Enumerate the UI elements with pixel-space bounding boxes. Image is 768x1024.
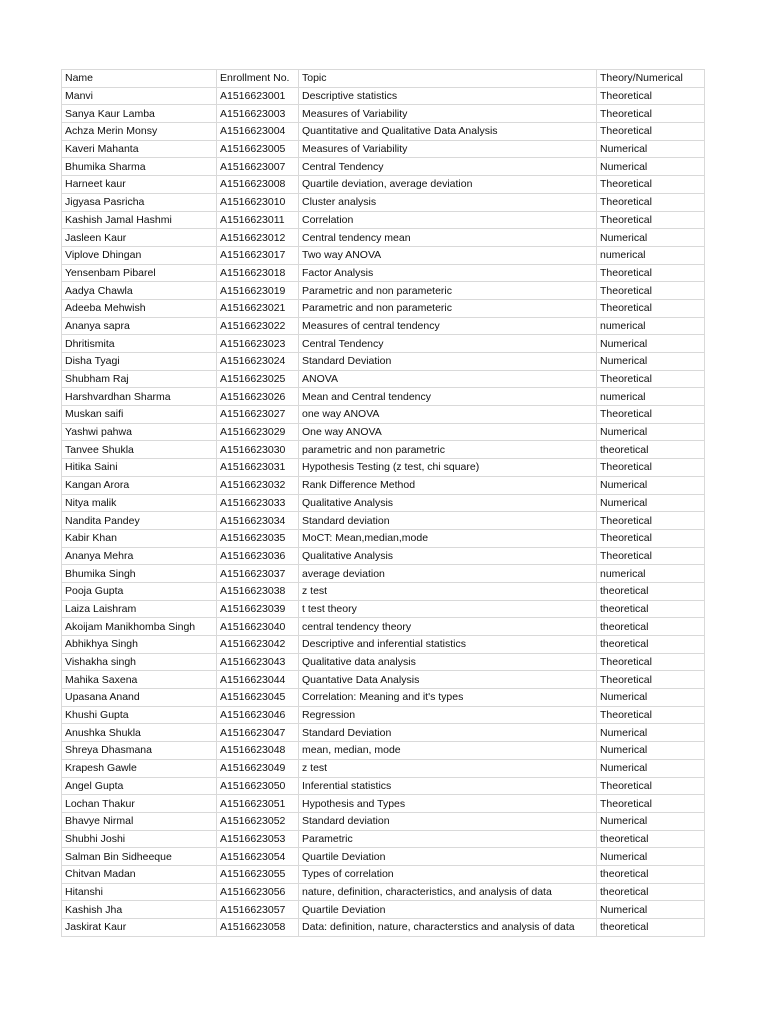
cell-name: Shubhi Joshi: [62, 830, 217, 848]
cell-name: Ananya sapra: [62, 317, 217, 335]
table-row: [62, 795, 705, 813]
cell-type: numerical: [597, 388, 705, 406]
cell-type: theoretical: [597, 582, 705, 600]
cell-type: Theoretical: [597, 264, 705, 282]
cell-enrollment: A1516623007: [217, 158, 299, 176]
cell-enrollment: A1516623027: [217, 406, 299, 424]
header-type: Theory/Numerical: [597, 70, 705, 88]
cell-topic: parametric and non parametric: [299, 441, 597, 459]
cell-enrollment: A1516623012: [217, 229, 299, 247]
cell-type: Theoretical: [597, 406, 705, 424]
cell-enrollment: A1516623030: [217, 441, 299, 459]
cell-enrollment: A1516623034: [217, 512, 299, 530]
table-row: [62, 388, 705, 406]
cell-type: Theoretical: [597, 370, 705, 388]
cell-enrollment: A1516623056: [217, 883, 299, 901]
cell-type: numerical: [597, 565, 705, 583]
cell-name: Aadya Chawla: [62, 282, 217, 300]
cell-topic: Hypothesis and Types: [299, 795, 597, 813]
table-row: [62, 706, 705, 724]
cell-type: Theoretical: [597, 282, 705, 300]
table-row: [62, 901, 705, 919]
table-row: [62, 671, 705, 689]
cell-enrollment: A1516623029: [217, 423, 299, 441]
cell-name: Yensenbam Pibarel: [62, 264, 217, 282]
cell-enrollment: A1516623045: [217, 689, 299, 707]
cell-enrollment: A1516623052: [217, 812, 299, 830]
cell-type: Numerical: [597, 759, 705, 777]
cell-type: theoretical: [597, 600, 705, 618]
cell-type: Numerical: [597, 848, 705, 866]
cell-type: Numerical: [597, 742, 705, 760]
cell-topic: Regression: [299, 706, 597, 724]
cell-enrollment: A1516623055: [217, 865, 299, 883]
cell-topic: One way ANOVA: [299, 423, 597, 441]
cell-name: Upasana Anand: [62, 689, 217, 707]
cell-topic: z test: [299, 759, 597, 777]
cell-name: Kashish Jamal Hashmi: [62, 211, 217, 229]
cell-topic: Qualitative Analysis: [299, 547, 597, 565]
table-row: [62, 512, 705, 530]
table-row: [62, 582, 705, 600]
cell-name: Laiza Laishram: [62, 600, 217, 618]
cell-enrollment: A1516623051: [217, 795, 299, 813]
cell-name: Muskan saifi: [62, 406, 217, 424]
cell-topic: Correlation: Meaning and it's types: [299, 689, 597, 707]
cell-enrollment: A1516623019: [217, 282, 299, 300]
cell-name: Viplove Dhingan: [62, 246, 217, 264]
table-row: [62, 105, 705, 123]
cell-enrollment: A1516623022: [217, 317, 299, 335]
cell-type: Theoretical: [597, 193, 705, 211]
cell-type: Theoretical: [597, 176, 705, 194]
table-row: [62, 353, 705, 371]
cell-topic: Mean and Central tendency: [299, 388, 597, 406]
cell-topic: Cluster analysis: [299, 193, 597, 211]
cell-name: Angel Gupta: [62, 777, 217, 795]
cell-topic: Correlation: [299, 211, 597, 229]
cell-name: Disha Tyagi: [62, 353, 217, 371]
table-row: [62, 883, 705, 901]
cell-enrollment: A1516623033: [217, 494, 299, 512]
cell-type: Numerical: [597, 689, 705, 707]
cell-type: Theoretical: [597, 777, 705, 795]
cell-name: Kaveri Mahanta: [62, 140, 217, 158]
cell-type: theoretical: [597, 865, 705, 883]
table-row: [62, 865, 705, 883]
cell-topic: Two way ANOVA: [299, 246, 597, 264]
cell-topic: Parametric and non parameteric: [299, 282, 597, 300]
cell-name: Ananya Mehra: [62, 547, 217, 565]
cell-enrollment: A1516623031: [217, 459, 299, 477]
cell-topic: Measures of central tendency: [299, 317, 597, 335]
cell-enrollment: A1516623010: [217, 193, 299, 211]
table-row: [62, 299, 705, 317]
cell-topic: Quantative Data Analysis: [299, 671, 597, 689]
cell-name: Hitanshi: [62, 883, 217, 901]
table-row: [62, 565, 705, 583]
cell-type: Numerical: [597, 335, 705, 353]
table-row: [62, 176, 705, 194]
table-row: [62, 529, 705, 547]
cell-type: Theoretical: [597, 123, 705, 141]
cell-enrollment: A1516623044: [217, 671, 299, 689]
cell-enrollment: A1516623025: [217, 370, 299, 388]
table-row: [62, 742, 705, 760]
header-enrollment: Enrollment No.: [217, 70, 299, 88]
table-row: [62, 335, 705, 353]
cell-enrollment: A1516623026: [217, 388, 299, 406]
table-row: [62, 494, 705, 512]
cell-type: theoretical: [597, 919, 705, 937]
cell-topic: Quartile deviation, average deviation: [299, 176, 597, 194]
table-row: [62, 812, 705, 830]
table-row: [62, 370, 705, 388]
cell-name: Jigyasa Pasricha: [62, 193, 217, 211]
cell-topic: Factor Analysis: [299, 264, 597, 282]
cell-topic: nature, definition, characteristics, and analysis of data: [299, 883, 597, 901]
cell-topic: Measures of Variability: [299, 105, 597, 123]
cell-enrollment: A1516623003: [217, 105, 299, 123]
cell-name: Kangan Arora: [62, 476, 217, 494]
cell-enrollment: A1516623058: [217, 919, 299, 937]
cell-topic: Standard deviation: [299, 812, 597, 830]
cell-type: Numerical: [597, 140, 705, 158]
cell-enrollment: A1516623004: [217, 123, 299, 141]
cell-type: Numerical: [597, 901, 705, 919]
cell-name: Chitvan Madan: [62, 865, 217, 883]
table-row: [62, 211, 705, 229]
cell-name: Achza Merin Monsy: [62, 123, 217, 141]
header-name: Name: [62, 70, 217, 88]
cell-enrollment: A1516623035: [217, 529, 299, 547]
cell-type: Theoretical: [597, 653, 705, 671]
cell-topic: Rank Difference Method: [299, 476, 597, 494]
cell-type: theoretical: [597, 441, 705, 459]
cell-type: Numerical: [597, 812, 705, 830]
cell-topic: Standard Deviation: [299, 353, 597, 371]
table-row: [62, 830, 705, 848]
cell-name: Salman Bin Sidheeque: [62, 848, 217, 866]
table-row: [62, 759, 705, 777]
cell-topic: Parametric: [299, 830, 597, 848]
cell-topic: Types of correlation: [299, 865, 597, 883]
cell-topic: Qualitative Analysis: [299, 494, 597, 512]
cell-name: Mahika Saxena: [62, 671, 217, 689]
cell-topic: Qualitative data analysis: [299, 653, 597, 671]
table-row: [62, 919, 705, 937]
cell-name: Dhritismita: [62, 335, 217, 353]
cell-name: Bhumika Sharma: [62, 158, 217, 176]
table-row: [62, 123, 705, 141]
cell-topic: Descriptive and inferential statistics: [299, 636, 597, 654]
cell-name: Pooja Gupta: [62, 582, 217, 600]
cell-topic: Inferential statistics: [299, 777, 597, 795]
cell-name: Shreya Dhasmana: [62, 742, 217, 760]
data-table: [61, 69, 705, 937]
cell-enrollment: A1516623021: [217, 299, 299, 317]
cell-topic: central tendency theory: [299, 618, 597, 636]
cell-topic: Measures of Variability: [299, 140, 597, 158]
cell-type: theoretical: [597, 618, 705, 636]
cell-type: theoretical: [597, 636, 705, 654]
cell-type: theoretical: [597, 830, 705, 848]
cell-name: Vishakha singh: [62, 653, 217, 671]
cell-topic: Central Tendency: [299, 335, 597, 353]
cell-enrollment: A1516623018: [217, 264, 299, 282]
table-row: [62, 229, 705, 247]
cell-type: Theoretical: [597, 299, 705, 317]
cell-topic: Standard deviation: [299, 512, 597, 530]
cell-name: Manvi: [62, 87, 217, 105]
cell-topic: MoCT: Mean,median,mode: [299, 529, 597, 547]
table-row: [62, 848, 705, 866]
cell-enrollment: A1516623042: [217, 636, 299, 654]
cell-enrollment: A1516623049: [217, 759, 299, 777]
cell-name: Nitya malik: [62, 494, 217, 512]
cell-topic: Central Tendency: [299, 158, 597, 176]
cell-topic: t test theory: [299, 600, 597, 618]
cell-name: Abhikhya Singh: [62, 636, 217, 654]
cell-type: Numerical: [597, 229, 705, 247]
cell-enrollment: A1516623005: [217, 140, 299, 158]
cell-name: Lochan Thakur: [62, 795, 217, 813]
table-row: [62, 724, 705, 742]
cell-enrollment: A1516623032: [217, 476, 299, 494]
cell-enrollment: A1516623057: [217, 901, 299, 919]
table-row: [62, 423, 705, 441]
table-row: [62, 264, 705, 282]
cell-type: Numerical: [597, 476, 705, 494]
table-row: [62, 317, 705, 335]
cell-topic: Central tendency mean: [299, 229, 597, 247]
cell-enrollment: A1516623011: [217, 211, 299, 229]
cell-topic: ANOVA: [299, 370, 597, 388]
cell-name: Yashwi pahwa: [62, 423, 217, 441]
cell-topic: z test: [299, 582, 597, 600]
cell-topic: one way ANOVA: [299, 406, 597, 424]
cell-type: theoretical: [597, 883, 705, 901]
cell-topic: average deviation: [299, 565, 597, 583]
cell-name: Harneet kaur: [62, 176, 217, 194]
cell-type: Numerical: [597, 353, 705, 371]
cell-name: Krapesh Gawle: [62, 759, 217, 777]
table-row: [62, 158, 705, 176]
cell-topic: Descriptive statistics: [299, 87, 597, 105]
cell-enrollment: A1516623040: [217, 618, 299, 636]
cell-name: Kabir Khan: [62, 529, 217, 547]
cell-enrollment: A1516623038: [217, 582, 299, 600]
cell-name: Sanya Kaur Lamba: [62, 105, 217, 123]
cell-name: Anushka Shukla: [62, 724, 217, 742]
cell-name: Adeeba Mehwish: [62, 299, 217, 317]
cell-enrollment: A1516623050: [217, 777, 299, 795]
cell-enrollment: A1516623023: [217, 335, 299, 353]
cell-type: Theoretical: [597, 529, 705, 547]
cell-enrollment: A1516623054: [217, 848, 299, 866]
table-row: [62, 282, 705, 300]
cell-topic: Standard Deviation: [299, 724, 597, 742]
cell-type: numerical: [597, 246, 705, 264]
cell-type: Theoretical: [597, 671, 705, 689]
cell-name: Bhavye Nirmal: [62, 812, 217, 830]
header-row: [62, 70, 705, 88]
cell-topic: mean, median, mode: [299, 742, 597, 760]
cell-enrollment: A1516623001: [217, 87, 299, 105]
cell-name: Akoijam Manikhomba Singh: [62, 618, 217, 636]
cell-enrollment: A1516623037: [217, 565, 299, 583]
cell-name: Khushi Gupta: [62, 706, 217, 724]
cell-enrollment: A1516623046: [217, 706, 299, 724]
cell-type: Theoretical: [597, 547, 705, 565]
cell-type: Theoretical: [597, 459, 705, 477]
cell-name: Hitika Saini: [62, 459, 217, 477]
cell-enrollment: A1516623017: [217, 246, 299, 264]
table-row: [62, 140, 705, 158]
cell-type: Theoretical: [597, 105, 705, 123]
cell-enrollment: A1516623043: [217, 653, 299, 671]
cell-type: Theoretical: [597, 512, 705, 530]
cell-enrollment: A1516623039: [217, 600, 299, 618]
table-row: [62, 636, 705, 654]
cell-type: Numerical: [597, 724, 705, 742]
table-row: [62, 618, 705, 636]
cell-name: Jasleen Kaur: [62, 229, 217, 247]
cell-topic: Quantitative and Qualitative Data Analysis: [299, 123, 597, 141]
cell-topic: Data: definition, nature, characterstics and analysis of data: [299, 919, 597, 937]
table-row: [62, 193, 705, 211]
table-row: [62, 441, 705, 459]
cell-type: Theoretical: [597, 211, 705, 229]
table-row: [62, 600, 705, 618]
header-topic: Topic: [299, 70, 597, 88]
cell-name: Kashish Jha: [62, 901, 217, 919]
table-row: [62, 87, 705, 105]
cell-type: Numerical: [597, 494, 705, 512]
cell-type: Theoretical: [597, 87, 705, 105]
cell-name: Nandita Pandey: [62, 512, 217, 530]
cell-enrollment: A1516623008: [217, 176, 299, 194]
cell-topic: Hypothesis Testing (z test, chi square): [299, 459, 597, 477]
cell-topic: Quartile Deviation: [299, 848, 597, 866]
cell-enrollment: A1516623048: [217, 742, 299, 760]
table-row: [62, 547, 705, 565]
cell-type: Numerical: [597, 423, 705, 441]
cell-enrollment: A1516623053: [217, 830, 299, 848]
cell-name: Bhumika Singh: [62, 565, 217, 583]
cell-type: numerical: [597, 317, 705, 335]
cell-name: Tanvee Shukla: [62, 441, 217, 459]
cell-type: Theoretical: [597, 795, 705, 813]
table-body: [62, 70, 705, 937]
cell-topic: Quartile Deviation: [299, 901, 597, 919]
table-row: [62, 689, 705, 707]
cell-enrollment: A1516623036: [217, 547, 299, 565]
cell-type: Numerical: [597, 158, 705, 176]
table-row: [62, 246, 705, 264]
cell-name: Harshvardhan Sharma: [62, 388, 217, 406]
table-row: [62, 459, 705, 477]
cell-topic: Parametric and non parameteric: [299, 299, 597, 317]
table-row: [62, 653, 705, 671]
table-row: [62, 476, 705, 494]
cell-name: Shubham Raj: [62, 370, 217, 388]
cell-enrollment: A1516623024: [217, 353, 299, 371]
cell-enrollment: A1516623047: [217, 724, 299, 742]
table-row: [62, 406, 705, 424]
table-row: [62, 777, 705, 795]
cell-type: Theoretical: [597, 706, 705, 724]
cell-name: Jaskirat Kaur: [62, 919, 217, 937]
